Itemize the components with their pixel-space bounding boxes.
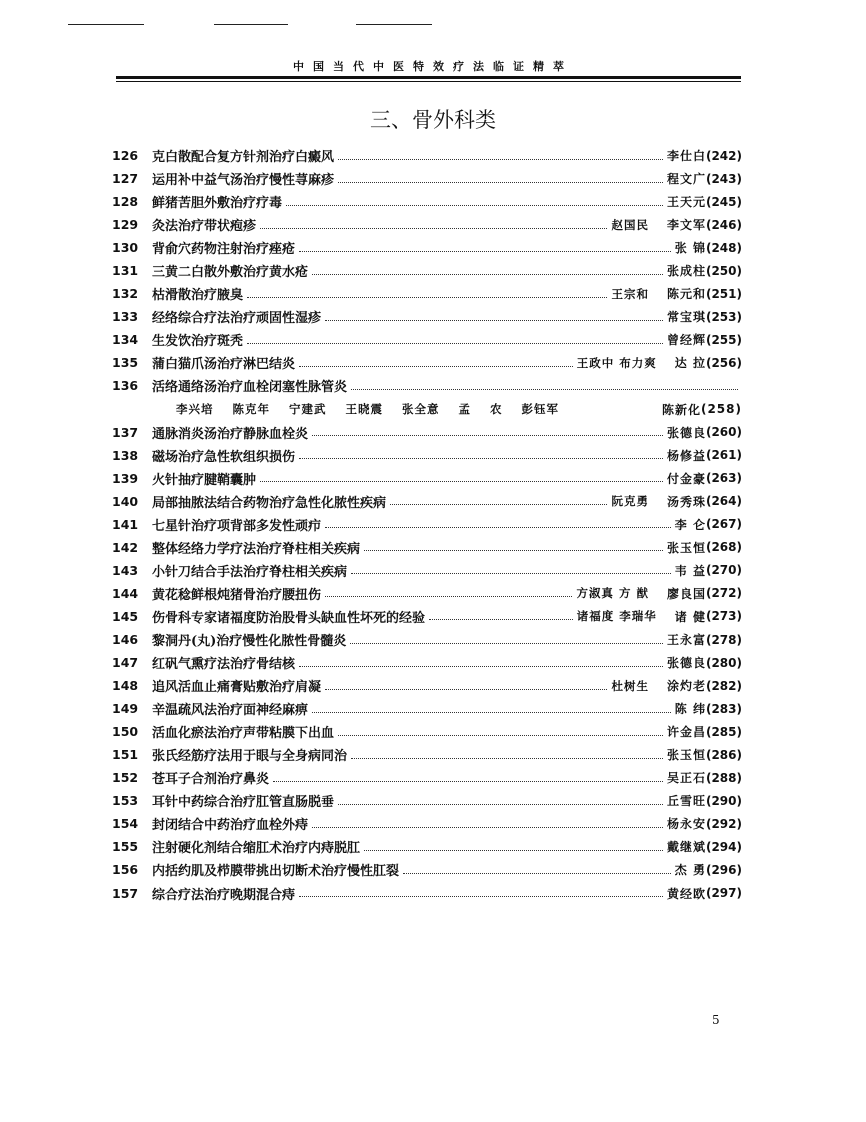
dot-leader [350, 642, 663, 644]
entry-author: 陈新化 [661, 402, 701, 417]
running-header: 中国当代中医特效疗法临证精萃 [293, 60, 573, 73]
entry-title: 活血化瘀法治疗声带粘膜下出血 [152, 726, 335, 742]
entry-number: 157 [112, 885, 139, 901]
entry-author: 陈 纬 [674, 702, 706, 717]
entry-number: 138 [112, 447, 139, 463]
entry-title: 红矾气熏疗法治疗骨结核 [152, 657, 296, 673]
dot-leader [351, 757, 663, 759]
dot-leader [403, 872, 671, 874]
entry-number: 150 [112, 724, 139, 740]
dot-leader [299, 457, 663, 459]
header-rule [116, 76, 741, 79]
dot-leader [325, 319, 663, 321]
entry-author: 王天元 [666, 195, 706, 210]
entry-number: 142 [112, 539, 139, 555]
entry-title: 灸法治疗带状疱疹 [152, 219, 257, 235]
dot-leader [299, 665, 663, 667]
entry-page: (251) [705, 286, 742, 301]
entry-number: 152 [112, 770, 139, 786]
toc-entry[interactable] [112, 190, 742, 213]
entry-title: 小针刀结合手法治疗脊柱相关疾病 [152, 564, 348, 580]
entry-page: (282) [705, 678, 742, 693]
dot-leader [351, 572, 671, 574]
dot-leader [364, 549, 663, 551]
entry-coauthors: 方淑真 方 猷 [576, 586, 649, 601]
entry-page: (296) [705, 862, 742, 877]
entry-page: (245) [705, 194, 742, 209]
entry-title: 伤骨科专家诸福度防治股骨头缺血性坏死的经验 [152, 610, 426, 626]
entry-page: (261) [705, 448, 742, 463]
entry-page: (288) [705, 770, 742, 785]
entry-number: 130 [112, 240, 139, 256]
toc-entry[interactable] [112, 167, 742, 190]
dot-leader [312, 434, 663, 436]
toc-entry[interactable] [112, 236, 742, 259]
toc-entry[interactable] [112, 674, 742, 697]
toc-entry[interactable] [112, 328, 742, 351]
entry-page: (290) [705, 793, 742, 808]
toc-entry[interactable] [112, 812, 742, 835]
entry-number: 127 [112, 171, 139, 187]
entry-title: 辛温疏风法治疗面神经麻痹 [152, 703, 309, 719]
entry-author: 张玉恒 [666, 540, 706, 555]
entry-number: 129 [112, 217, 139, 233]
entry-page: (263) [705, 471, 742, 486]
entry-author: 涂灼老 [666, 679, 706, 694]
toc-entry[interactable] [112, 628, 742, 651]
entry-page: (297) [705, 886, 742, 901]
entry-page: (248) [705, 240, 742, 255]
entry-author: 张 锦 [674, 241, 706, 256]
entry-number: 143 [112, 562, 139, 578]
entry-title: 经络综合疗法治疗顽固性湿疹 [152, 311, 322, 327]
dot-leader [247, 296, 607, 298]
dot-leader [286, 204, 663, 206]
entry-author: 李仕白 [666, 149, 706, 164]
entry-title: 通脉消炎汤治疗静脉血栓炎 [152, 426, 309, 442]
entry-number: 136 [112, 378, 139, 394]
entry-title: 磁场治疗急性软组织损伤 [152, 449, 296, 465]
toc-entry[interactable] [112, 467, 742, 490]
entry-title: 三黄二白散外敷治疗黄水疮 [152, 265, 309, 281]
dot-leader [338, 158, 663, 160]
scan-line [214, 24, 288, 25]
entry-page: (285) [705, 724, 742, 739]
dot-leader [299, 365, 573, 367]
dot-leader [299, 250, 671, 252]
entry-number: 140 [112, 493, 139, 509]
entry-author: 廖良国 [666, 586, 706, 601]
entry-author: 常宝琪 [666, 310, 706, 325]
entry-number: 137 [112, 424, 139, 440]
entry-author: 张玉恒 [666, 748, 706, 763]
entry-page: (267) [705, 517, 742, 532]
dot-leader [390, 503, 607, 505]
entry-coauthors: 诸福度 李瑞华 [576, 609, 657, 624]
entry-author: 丘雪旺 [666, 794, 706, 809]
entry-title: 运用补中益气汤治疗慢性荨麻疹 [152, 173, 335, 189]
entry-author: 张德良 [666, 425, 706, 440]
entry-page: (255) [705, 332, 742, 347]
toc-entry[interactable] [112, 720, 742, 743]
page-number: 5 [712, 1013, 720, 1027]
entry-author: 陈元和 [666, 287, 706, 302]
entry-page: (292) [705, 816, 742, 831]
toc-entry[interactable] [112, 305, 742, 328]
scan-line [356, 24, 432, 25]
entry-number: 132 [112, 286, 139, 302]
entry-number: 131 [112, 263, 139, 279]
entry-page: (256) [705, 355, 742, 370]
dot-leader [364, 849, 663, 851]
entry-number: 147 [112, 655, 139, 671]
entry-number: 145 [112, 608, 139, 624]
entry-number: 141 [112, 516, 139, 532]
toc-entry[interactable] [112, 213, 742, 236]
toc-entry[interactable] [112, 582, 742, 605]
toc-entry[interactable] [112, 144, 742, 167]
toc-entry[interactable] [112, 536, 742, 559]
entry-page: (286) [705, 747, 742, 762]
entry-coauthors: 李兴培 陈克年 宁建武 王晓震 张全意 孟 农 彭钰军 [176, 402, 560, 417]
entry-title: 黎洞丹(丸)治疗慢性化脓性骨髓炎 [152, 634, 347, 649]
entry-title: 活络通络汤治疗血栓闭塞性脉管炎 [152, 380, 348, 396]
entry-title: 局部抽脓法结合药物治疗急性化脓性疾病 [152, 495, 387, 511]
entry-page: (280) [705, 655, 742, 670]
entry-page: (250) [705, 263, 742, 278]
entry-page: (270) [705, 563, 742, 578]
dot-leader [260, 227, 607, 229]
entry-title: 内括约肌及栉膜带挑出切断术治疗慢性肛裂 [152, 864, 400, 880]
toc-entry[interactable] [112, 351, 742, 374]
entry-page: (253) [705, 309, 742, 324]
toc-entry[interactable] [112, 259, 742, 282]
entry-number: 139 [112, 470, 139, 486]
entry-number: 151 [112, 747, 139, 763]
entry-number: 133 [112, 309, 139, 325]
entry-author: 许金昌 [666, 725, 706, 740]
entry-title: 背俞穴药物注射治疗痤疮 [152, 242, 296, 258]
entry-title: 鲜猪苦胆外敷治疗疗毒 [152, 196, 283, 212]
dot-leader [338, 803, 663, 805]
entry-author: 汤秀珠 [666, 494, 706, 509]
toc-entry-authors [112, 398, 742, 421]
entry-author: 曾经辉 [666, 333, 706, 348]
entry-title: 黄花稔鲜根炖猪骨治疗腰扭伤 [152, 587, 322, 603]
toc-entry[interactable] [112, 605, 742, 628]
entry-coauthors: 阮克勇 [611, 494, 649, 509]
entry-title: 追风活血止痛膏贴敷治疗肩凝 [152, 680, 322, 696]
entry-number: 128 [112, 194, 139, 210]
entry-author: 杨永安 [666, 817, 706, 832]
dot-leader [312, 826, 663, 828]
entry-page: (268) [705, 540, 742, 555]
entry-title: 克白散配合复方针剂治疗白癜风 [152, 150, 335, 166]
toc-entry[interactable] [112, 374, 742, 397]
toc-entry[interactable] [112, 835, 742, 858]
entry-number: 155 [112, 839, 139, 855]
entry-author: 付金豪 [666, 471, 706, 486]
entry-number: 135 [112, 355, 139, 371]
entry-page: (246) [705, 217, 742, 232]
entry-page: (243) [705, 171, 742, 186]
entry-coauthors: 王宗和 [611, 286, 649, 301]
dot-leader [273, 780, 663, 782]
dot-leader [338, 734, 663, 736]
section-title: 三、骨外科类 [370, 108, 496, 132]
entry-title: 封闭结合中药治疗血栓外痔 [152, 818, 309, 834]
entry-page: (242) [705, 148, 742, 163]
entry-page: (260) [705, 425, 742, 440]
entry-title: 枯滑散治疗腋臭 [152, 288, 244, 304]
header-rule [116, 81, 741, 82]
dot-leader [299, 895, 663, 897]
toc-entry[interactable] [112, 743, 742, 766]
entry-author: 戴继斌 [666, 840, 706, 855]
entry-page: (258) [700, 402, 742, 417]
entry-title: 蒲白猫爪汤治疗淋巴结炎 [152, 357, 296, 373]
entry-title: 火针抽疗腱鞘囊肿 [152, 472, 257, 488]
entry-coauthors: 王政中 布力爽 [576, 355, 657, 370]
dot-leader [338, 181, 663, 183]
toc-entry[interactable] [112, 282, 742, 305]
entry-page: (294) [705, 839, 742, 854]
entry-page: (264) [705, 494, 742, 509]
toc-entry[interactable] [112, 697, 742, 720]
toc-entry[interactable] [112, 882, 742, 905]
toc-entry[interactable] [112, 789, 742, 812]
dot-leader [325, 526, 671, 528]
entry-coauthors: 赵国民 [611, 217, 649, 232]
entry-author: 杨修益 [666, 448, 706, 463]
entry-number: 144 [112, 585, 139, 601]
entry-number: 134 [112, 332, 139, 348]
entry-author: 黄经欧 [666, 886, 706, 901]
dot-leader [260, 480, 663, 482]
entry-author: 杰 勇 [674, 863, 706, 878]
scan-line [68, 24, 144, 25]
entry-title: 综合疗法治疗晚期混合痔 [152, 887, 296, 903]
entry-title: 注射硬化剂结合缩肛术治疗内痔脱肛 [152, 841, 361, 857]
entry-author: 诸 健 [674, 609, 706, 624]
toc-entry[interactable] [112, 766, 742, 789]
entry-author: 程文广 [666, 172, 706, 187]
entry-number: 126 [112, 148, 139, 164]
entry-author: 韦 益 [674, 563, 706, 578]
toc-entry[interactable] [112, 651, 742, 674]
entry-title: 生发饮治疗斑秃 [152, 334, 244, 350]
toc-entry[interactable] [112, 858, 742, 881]
entry-number: 153 [112, 793, 139, 809]
entry-number: 149 [112, 701, 139, 717]
entry-page: (278) [705, 632, 742, 647]
toc-entry[interactable] [112, 490, 742, 513]
entry-title: 七星针治疗项背部多发性顽疖 [152, 518, 322, 534]
entry-author: 王永富 [666, 633, 706, 647]
dot-leader [429, 618, 573, 620]
entry-title: 苍耳子合剂治疗鼻炎 [152, 772, 270, 788]
dot-leader [325, 595, 572, 597]
entry-number: 148 [112, 678, 139, 694]
entry-number: 146 [112, 632, 139, 647]
dot-leader [312, 711, 671, 713]
entry-title: 张氏经筋疗法用于眼与全身病同治 [152, 749, 348, 765]
entry-page: (272) [705, 586, 742, 601]
entry-author: 张德良 [666, 656, 706, 671]
dot-leader [247, 342, 663, 344]
toc-entry[interactable] [112, 444, 742, 467]
table-of-contents [112, 144, 742, 905]
toc-entry[interactable] [112, 513, 742, 536]
entry-coauthors: 杜树生 [611, 678, 649, 693]
dot-leader [351, 388, 738, 390]
dot-leader [325, 688, 607, 690]
entry-author: 吴正石 [666, 771, 706, 786]
toc-entry[interactable] [112, 559, 742, 582]
entry-author: 李 仑 [674, 517, 706, 532]
entry-number: 156 [112, 862, 139, 878]
entry-page: (273) [705, 609, 742, 624]
toc-entry[interactable] [112, 421, 742, 444]
dot-leader [312, 273, 663, 275]
entry-author: 张成柱 [666, 264, 706, 279]
entry-title: 耳针中药综合治疗肛管直肠脱垂 [152, 795, 335, 811]
entry-author: 达 拉 [674, 356, 706, 371]
entry-title: 整体经络力学疗法治疗脊柱相关疾病 [152, 541, 361, 557]
entry-author: 李文军 [666, 218, 706, 233]
entry-page: (283) [705, 701, 742, 716]
entry-number: 154 [112, 816, 139, 832]
